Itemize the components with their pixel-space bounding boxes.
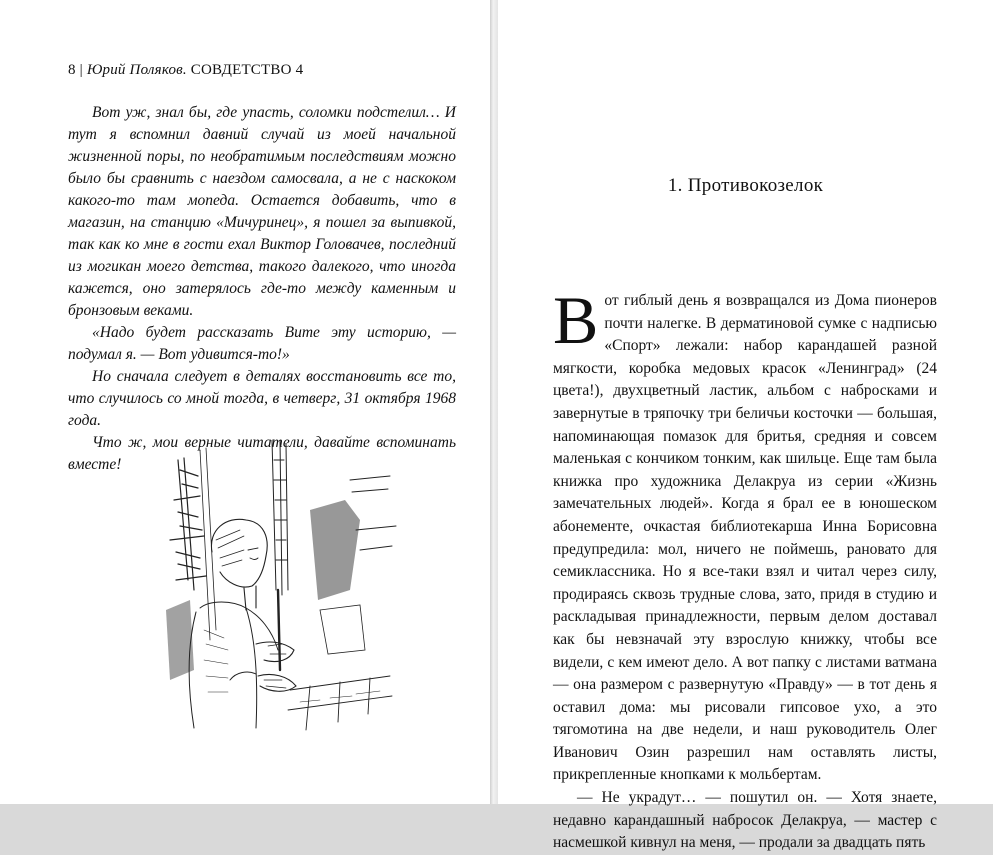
- page-number: 8: [68, 62, 76, 78]
- right-paragraph: [553, 282, 937, 787]
- right-paragraph: — Не украдут… — пошутил он. — Хотя знаете, недавно карандашный набросок Делакруа, — мастер с насмешкой кивнул на меня, — продали за двадцать пять: [553, 789, 937, 852]
- left-paragraph: Что ж, мои верные читатели, давайте вспоминать вместе!: [68, 434, 456, 473]
- sketch-hands-desk: [256, 642, 392, 730]
- book-gutter: [490, 0, 498, 804]
- left-paragraph: Вот уж, знал бы, где упасть, соломки подстелил… И тут я вспомнил давний случай из моей начальной жизненной поры, по необратимым последствиям можно было бы сравнить с наездом самосвала, а не с наскоком какого-то там мопеда. Остается добавить, что в магазин, на станцию «Мичуринец», я пошел за выпивкой, так как ко мне в гости ехал Виктор Головачев, последний из могикан моего детства, такого далекого, что иногда кажется, оно затерялось где-то между каменным и бронзовым веками.: [68, 104, 456, 319]
- pencil-sketch-illustration: [160, 440, 400, 740]
- sketch-background-tower: [272, 440, 288, 670]
- left-paragraph: «Надо будет рассказать Вите эту историю, — подумал я. — Вот удивится-то!»: [68, 324, 456, 363]
- sketch-figure-head: [211, 519, 267, 610]
- header-separator: |: [79, 62, 83, 78]
- header-book-title: СОВДЕТСТВО 4: [190, 62, 304, 78]
- header-author: Юрий Поляков.: [86, 62, 187, 78]
- right-paragraph-text: от гиблый день я возвращался из Дома пионеров почти налегке. В дерматиновой сумке с надписью «Спорт» лежали: набор карандашей разной мягкости, коробка медовых красок «Ленинград» (24 цвета!), двухцветный ластик, альбом с набросками и завернутые в тряпочку три беличьи косточки — большая, напоминающая помазок для бритья, средняя и совсем маленькая с кончиком тонким, как шильце. Еще там была книжка про художника Делакруа из серии «Жизнь замечательных людей». Когда я брал ее в юношеском абонементе, очкастая библиотекарша Инна Борисовна предупредила: мол, ничего не поймешь, рановато для семиклассника. Но я все-таки взял и читал через силу, продираясь сквозь трудные слова, зато, придя в студию и раскладывая принадлежности, первым делом доставал как бы невзначай эту взрослую книжку, чтобы все видели, с кем имеют дело. А вот папку с листами ватмана — она размером с развернутую «Правду» — в тот день я оставил дома: мы рисовали гипсовое ухо, а это тягомотина на две недели, и наш руководитель Олег Иванович Озин разрешил нам оставлять листы, прикрепленные кнопками к мольбертам.: [553, 292, 937, 784]
- sketch-background-right: [310, 476, 396, 654]
- drop-cap: В: [553, 282, 599, 358]
- sketch-figure-body: [189, 602, 278, 728]
- chapter-title: 1. Противокозелок: [667, 175, 824, 196]
- sketch-background-left: [166, 448, 216, 680]
- right-page-text: [553, 282, 937, 855]
- left-page-text: [68, 102, 456, 476]
- left-paragraph: Но сначала следует в деталях восстановить все то, что случилось со мной тогда, в четверг, 31 октября 1968 года.: [68, 368, 456, 429]
- running-header: [68, 62, 303, 79]
